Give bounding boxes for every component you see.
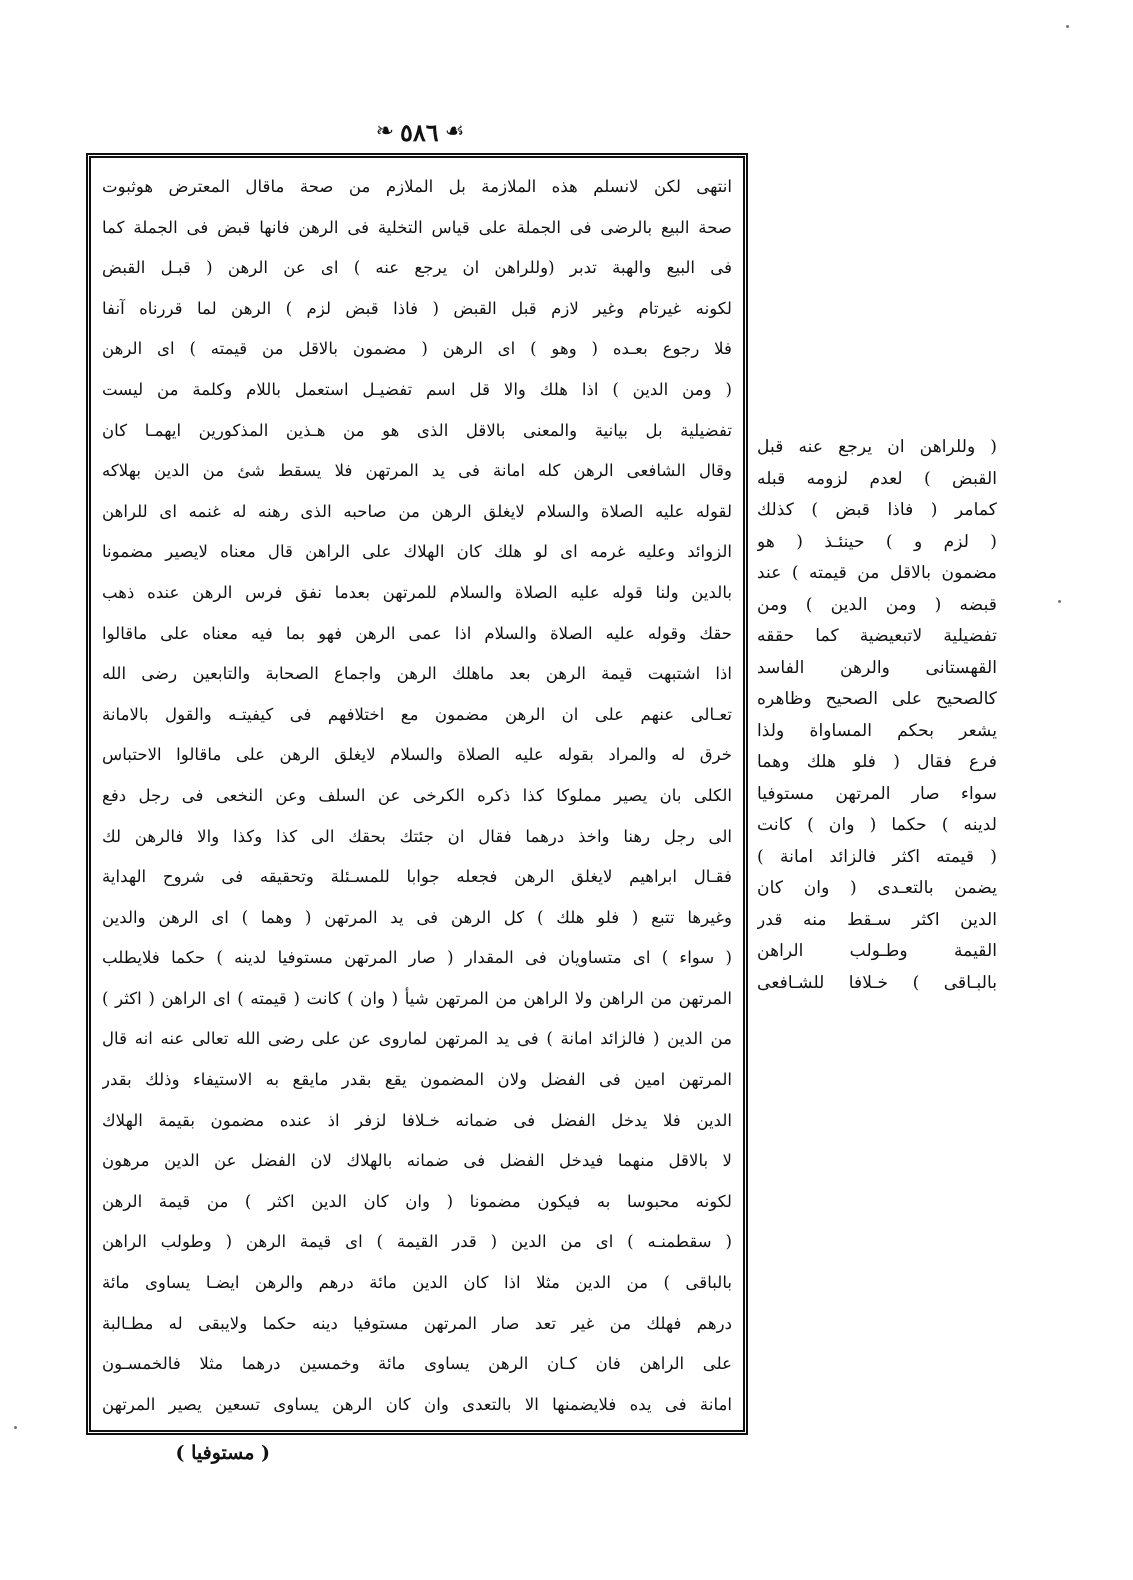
main-text-line: خرق له والمراد بقوله عليه الصلاة والسلام لايغلق الرهن على ماقالوا الاحتباس	[102, 745, 732, 765]
margin-note-line: ( لزم و ) حينئـذ ( هو	[757, 531, 997, 552]
margin-note-line: يضمن بالتعـدى ( وان كان	[757, 878, 997, 898]
main-text-line: لكونه غيرتام وغير لازم قبل القبض ( فاذا قبض لزم ) الرهن لما قررناه آنفا	[102, 298, 732, 318]
margin-note-line: كالصحيح على الصحيح وظاهره	[757, 689, 997, 709]
margin-note-line: القبض ) لعدم لزومه قبله	[757, 468, 997, 489]
margin-note-line: تفضيلية لاتبعيضية كما حققه	[757, 626, 997, 646]
main-text-line: ( سقطمنـه ) اى من الدين ( قدر القيمة ) اى قيمة الرهن ( وطولب الراهن	[102, 1232, 732, 1252]
margin-note-line: القهستانى والرهن الفاسد	[757, 657, 997, 678]
margin-note-line: فرع فقال ( فلو هلك وهما	[757, 752, 997, 772]
main-text-line: درهم فهلك من غير تعد صار المرتهن مستوفيا دينه حكما ولايبقى له مطـالبة	[102, 1313, 732, 1333]
main-text-line: انتهى لكن لانسلم هذه الملازمة بل الملازم من صحة ماقال المعترض هوثبوت	[102, 177, 732, 196]
main-text-line: صحة البيع بالرضى فى الجملة على قياس التخلية فى الرهن فانها قبض فى الجملة كما	[102, 217, 732, 237]
main-text-frame	[86, 153, 748, 1435]
main-text-line: بالباقى ) من الدين مثلا اذا كان الدين مائة درهم والرهن ايضـا يساوى مائة	[102, 1273, 732, 1293]
page-number-header	[345, 112, 495, 152]
margin-note-line: كمامر ( فاذا قبض ) كذلك	[757, 500, 997, 520]
main-text-line: من الدين ( فالزائد امانة ) فى يد المرتهن لماروى عن على رضى الله تعالى عنه انه قال	[102, 1029, 732, 1049]
scan-speck	[14, 1426, 17, 1429]
main-text-line: وغيرها تتبع ( فلو هلك ) كل الرهن فى يد المرتهن ( وهما ) اى الرهن والدين	[102, 907, 732, 927]
margin-note-line: الدين اكثر سـقط منه قدر	[757, 909, 997, 930]
page-number: ٥٨٦	[400, 117, 439, 147]
margin-note-line: القيمة وطـولب الراهن	[757, 941, 997, 961]
main-text-line: تفضيلية بل بيانية والمعنى بالاقل الذى هو من هـذين المذكورين ايهمـا كان	[102, 420, 732, 440]
left-ornament-icon: ❧	[375, 119, 395, 144]
main-text-line: فى البيع والهبة تدبر (وللراهن ان يرجع عنه ) اى عن الرهن ( قبـل القبض	[102, 258, 732, 278]
main-text-line: على الراهن فان كـان الرهن يساوى مائة وخمسين درهما مثلا فالخمسـون	[102, 1354, 732, 1374]
main-text-line: ( سواء ) اى متساويان فى المقدار ( صار المرتهن مستوفيا لدينه ) حكما فلايطلب	[102, 948, 732, 968]
catchword: ( مستوفيا )	[175, 1442, 270, 1464]
margin-note-line: سواء صار المرتهن مستوفيا	[757, 783, 997, 804]
margin-note-line: مضمون بالاقل من قيمته ) عند	[757, 563, 997, 583]
main-text-line: الى رجل رهنا واخذ درهما فقال ان جئتك بحقك الى كذا وكذا والا فالرهن لك	[102, 826, 732, 846]
margin-commentary	[757, 432, 997, 999]
main-text-line: امانة فى يده فلايضمنها الا بالتعدى وان كان الرهن يساوى تسعين يصير المرتهن	[102, 1394, 732, 1414]
margin-note-line: بالبـاقى ) خـلافا للشـافعى	[757, 972, 997, 993]
margin-note-line: ( وللراهن ان يرجع عنه قبل	[757, 437, 997, 457]
main-text-line: الزوائد وعليه غرمه اى لو هلك كان الهلاك على الراهن قال معناه لايصير مضمونا	[102, 542, 732, 562]
main-text-line: حقك وقوله عليه الصلاة والسلام اذا عمى الرهن فهو بما فيه معناه على ماقالوا	[102, 623, 732, 643]
main-text-line: لكونه محبوسا به فيكون مضمونا ( وان كان الدين اكثر ) من قيمة الرهن	[102, 1191, 732, 1211]
main-text-line: الدين فلا يدخل الفضل فى ضمانه خـلافا لزفر اذ عنده مضمون بقيمة الهلاك	[102, 1110, 732, 1130]
main-text-line: اذا اشتبهت قيمة الرهن بعد ماهلك الرهن واجماع الصحابة والتابعين رضى الله	[102, 664, 732, 684]
right-ornament-icon: ☙	[444, 119, 465, 144]
main-text-line: المرتهن من الراهن ولا الراهن من المرتهن شيأ ( وان ) كانت ( قيمته ) اى الراهن ( اكثر )	[102, 988, 732, 1008]
main-text-line: فلا رجوع بعـده ( وهو ) اى الرهن ( مضمون بالاقل من قيمته ) اى الرهن	[102, 339, 732, 359]
main-text-line: ( ومن الدين ) اذا هلك والا قل اسم تفضيـل استعمل باللام وكلمة من ليست	[102, 379, 732, 399]
scan-speck	[1066, 25, 1069, 28]
margin-note-line: يشعر بحكم المساواة ولذا	[757, 720, 997, 741]
main-text-line: لقوله عليه الصلاة والسلام لايغلق الرهن من صاحبه الذى رهنه له غنمه اى للراهن	[102, 501, 732, 521]
scan-speck	[1058, 600, 1061, 603]
main-text-body	[102, 170, 732, 1422]
main-text-line: الكلى بان يصير مملوكا كذا ذكره الكرخى عن السلف وعن النخعى فى رجل دفع	[102, 785, 732, 805]
margin-note-line: ( قيمته اكثر فالزائد امانة )	[757, 846, 997, 867]
main-text-line: فقـال ابراهيم لايغلق الرهن فجعله جوابا للمسـئلة وتحقيقه فى شروح الهداية	[102, 867, 732, 887]
main-text-line: المرتهن امين فى الفضل ولان المضمون يقع بقدر مايقع به الاستيفاء وذلك بقدر	[102, 1070, 732, 1090]
main-text-line: وقال الشافعى الرهن كله امانة فى يد المرتهن فلا يسقط شئ من الدين بهلاكه	[102, 461, 732, 481]
main-text-line: بالدين ولنا قوله عليه الصلاة والسلام للمرتهن بعدما نفق فرس الرهن عنده ذهب	[102, 582, 732, 602]
main-text-line: تعـالى عنهم على ان الرهن مضمون مع اختلافهم فى كيفيتـه والقول بالامانة	[102, 704, 732, 724]
margin-note-line: قبضه ( ومن الدين ) ومن	[757, 594, 997, 615]
margin-note-line: لدينه ) حكما ( وان ) كانت	[757, 815, 997, 835]
main-text-line: لا بالاقل منهما فيدخل الفضل فى ضمانه بالهلاك لان الفضل عن الدين مرهون	[102, 1151, 732, 1171]
